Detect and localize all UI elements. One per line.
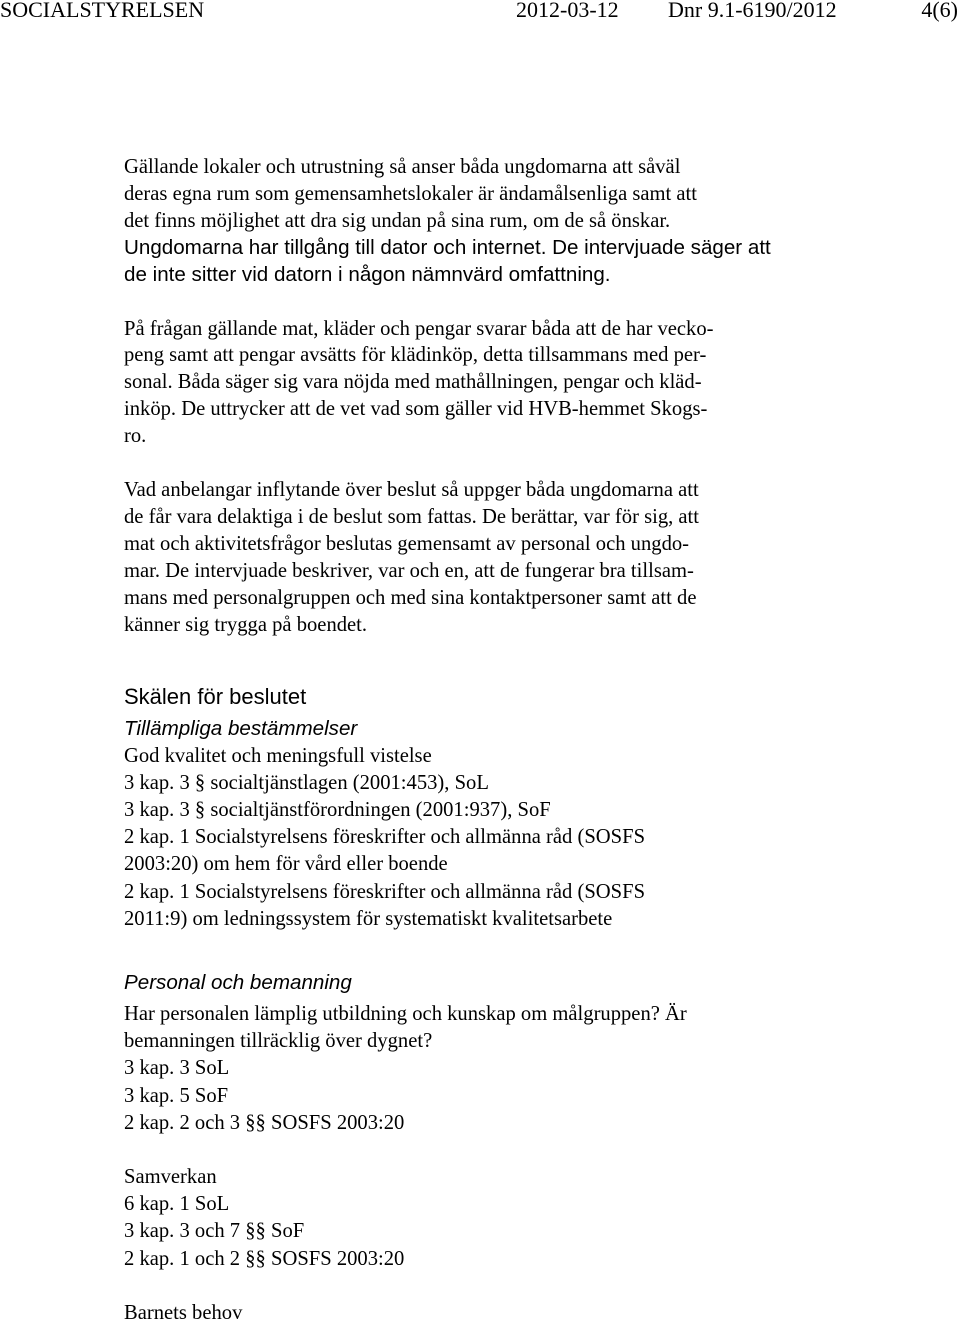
provision-line: 2011:9) om ledningssystem för systematiskt kvalitetsarbete	[124, 907, 613, 930]
paragraph-line: mar. De intervjuade beskriver, var och en, att de fungerar bra tillsam-	[124, 559, 694, 582]
reference-line: 3 kap. 3 och 7 §§ SoF	[124, 1220, 305, 1243]
header-date: 2012-03-12	[516, 0, 619, 22]
cooperation-title: Samverkan	[124, 1165, 217, 1188]
paragraph-line: mans med personalgruppen och med sina kontaktpersoner samt att de	[124, 586, 697, 609]
paragraph-line: På frågan gällande mat, kläder och pengar svarar båda att de har vecko-	[124, 317, 714, 340]
subheading-staffing: Personal och bemanning	[124, 970, 352, 994]
question-line: bemanningen tillräcklig över dygnet?	[124, 1030, 433, 1053]
staffing-question	[124, 1001, 954, 1137]
provision-line: 3 kap. 3 § socialtjänstlagen (2001:453), SoL	[124, 771, 489, 794]
child-needs-group	[124, 1300, 954, 1327]
paragraph-food-clothes-money	[124, 316, 954, 451]
paragraph-line: känner sig trygga på boendet.	[124, 613, 368, 636]
paragraph-line: de får vara delaktiga i de beslut som fattas. De berättar, var för sig, att	[124, 505, 699, 528]
document-body	[124, 154, 954, 1327]
reference-line: 6 kap. 1 SoL	[124, 1193, 230, 1216]
question-line: Har personalen lämplig utbildning och kunskap om målgruppen? Är	[124, 1002, 687, 1025]
reference-line: 3 kap. 3 SoL	[124, 1057, 230, 1080]
child-needs-title: Barnets behov	[124, 1301, 243, 1324]
paragraph-line: det finns möjlighet att dra sig undan på sina rum, om de så önskar.	[124, 209, 671, 232]
paragraph-line: Ungdomarna har tillgång till dator och internet. De intervjuade säger att	[124, 235, 771, 259]
paragraph-line: peng samt att pengar avsätts för klädinköp, detta tillsammans med per-	[124, 344, 707, 367]
paragraph-influence	[124, 477, 954, 638]
section-heading: Skälen för beslutet	[124, 683, 307, 709]
provision-line: God kvalitet och meningsfull vistelse	[124, 744, 432, 767]
provision-line: 2003:20) om hem för vård eller boende	[124, 853, 448, 876]
reference-line: 2 kap. 2 och 3 §§ SOSFS 2003:20	[124, 1111, 405, 1134]
page-header	[0, 0, 960, 30]
subheading-applicable-provisions: Tillämpliga bestämmelser	[124, 716, 358, 740]
reference-line: 2 kap. 1 och 2 §§ SOSFS 2003:20	[124, 1247, 405, 1270]
paragraph-line: Gällande lokaler och utrustning så anser båda ungdomarna att såväl	[124, 156, 681, 178]
header-page-number: 4(6)	[921, 0, 958, 22]
paragraph-line: ro.	[124, 425, 147, 448]
header-organization: SOCIALSTYRELSEN	[0, 0, 205, 22]
reference-line: 3 kap. 5 SoF	[124, 1084, 229, 1107]
paragraph-line: sonal. Båda säger sig vara nöjda med mathållningen, pengar och kläd-	[124, 371, 702, 394]
cooperation-group	[124, 1164, 954, 1273]
provision-line: 2 kap. 1 Socialstyrelsens föreskrifter och allmänna råd (SOSFS	[124, 880, 646, 903]
paragraph-line: mat och aktivitetsfrågor beslutas gemensamt av personal och ungdo-	[124, 532, 690, 555]
paragraph-facilities	[124, 154, 954, 289]
header-case-number: Dnr 9.1-6190/2012	[668, 0, 837, 22]
provisions-list	[124, 743, 954, 933]
paragraph-line: deras egna rum som gemensamhetslokaler är ändamålsenliga samt att	[124, 182, 697, 205]
paragraph-line: inköp. De uttrycker att de vet vad som gäller vid HVB-hemmet Skogs-	[124, 398, 708, 421]
paragraph-line: Vad anbelangar inflytande över beslut så uppger båda ungdomarna att	[124, 479, 699, 502]
provision-line: 3 kap. 3 § socialtjänstförordningen (2001:937), SoF	[124, 798, 551, 821]
paragraph-line: de inte sitter vid datorn i någon nämnvärd omfattning.	[124, 262, 611, 286]
provision-line: 2 kap. 1 Socialstyrelsens föreskrifter och allmänna råd (SOSFS	[124, 826, 646, 849]
